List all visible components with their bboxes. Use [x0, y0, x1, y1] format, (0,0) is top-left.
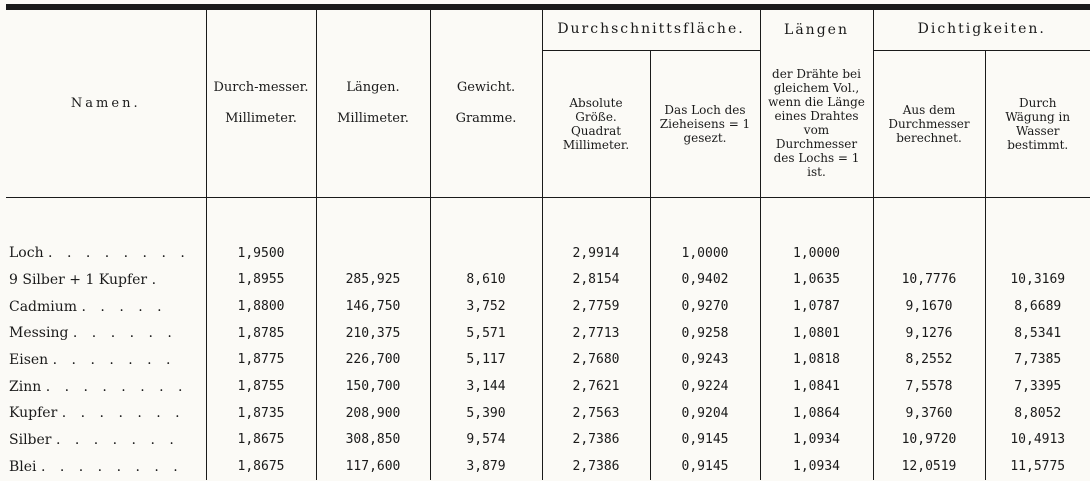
durch-waegung-cell: 8,5341 [985, 320, 1090, 347]
laengen-cell: 226,700 [316, 347, 430, 374]
absolute-groesse-cell: 2,7713 [542, 320, 650, 347]
absolute-groesse-cell: 2,9914 [542, 240, 650, 267]
absolute-groesse-cell: 2,7563 [542, 400, 650, 427]
aus-durchmesser-cell: 9,3760 [873, 400, 985, 427]
row-leader-dots: . . . . . [81, 298, 167, 315]
loch-zieheisen-cell: 0,9270 [650, 293, 760, 320]
table-row [6, 293, 1090, 320]
gewicht-cell: 3,879 [430, 453, 542, 480]
durch-waegung-cell: 7,3395 [985, 373, 1090, 400]
durch-waegung-cell: 11,5775 [985, 453, 1090, 480]
row-name: Blei [9, 458, 37, 475]
absolute-groesse-cell: 2,7386 [542, 427, 650, 454]
loch-zieheisen-cell: 0,9145 [650, 453, 760, 480]
gewicht-cell: 5,390 [430, 400, 542, 427]
header-durchmesser [206, 10, 316, 197]
loch-zieheisen-cell: 0,9145 [650, 427, 760, 454]
laengen-draehte-cell: 1,0841 [760, 373, 873, 400]
laengen-cell: 150,700 [316, 373, 430, 400]
header-laengen-label: Längen. [346, 80, 400, 96]
durch-waegung-cell: 8,6689 [985, 293, 1090, 320]
row-leader-dots: . . . . . . . [61, 405, 185, 422]
header-laengen-draehte: der Drähte bei gleichem Vol., wenn die Länge eines Drahtes vom Durchmesser des Lochs = 1 ist. [760, 50, 873, 197]
laengen-cell: 285,925 [316, 266, 430, 293]
durchmesser-cell: 1,8800 [206, 293, 316, 320]
durch-waegung-cell: 8,8052 [985, 400, 1090, 427]
laengen-cell [316, 240, 430, 267]
header-durch-waegung: Durch Wägung in Wasser bestimmt. [985, 50, 1090, 197]
gewicht-cell: 9,574 [430, 427, 542, 454]
loch-zieheisen-cell: 0,9402 [650, 266, 760, 293]
laengen-cell: 208,900 [316, 400, 430, 427]
laengen-draehte-cell: 1,0801 [760, 320, 873, 347]
row-name-cell [6, 427, 206, 454]
row-leader-dots: . . . . . . [72, 325, 177, 342]
durch-waegung-cell: 7,7385 [985, 347, 1090, 374]
durchmesser-cell: 1,8675 [206, 427, 316, 454]
aus-durchmesser-cell: 10,7776 [873, 266, 985, 293]
aus-durchmesser-cell: 10,9720 [873, 427, 985, 454]
row-leader-dots: . [151, 271, 162, 288]
absolute-groesse-cell: 2,7680 [542, 347, 650, 374]
loch-zieheisen-cell: 1,0000 [650, 240, 760, 267]
gewicht-cell: 3,144 [430, 373, 542, 400]
row-name-cell [6, 373, 206, 400]
row-name: Zinn [9, 378, 42, 395]
laengen-cell: 146,750 [316, 293, 430, 320]
header-gewicht [430, 10, 542, 197]
durchmesser-cell: 1,8735 [206, 400, 316, 427]
table-row [6, 347, 1090, 374]
gewicht-cell [430, 240, 542, 267]
durch-waegung-cell: 10,4913 [985, 427, 1090, 454]
row-name: Loch [9, 245, 44, 262]
laengen-draehte-cell: 1,0864 [760, 400, 873, 427]
header-durchschnittsflaeche: Durchschnittsfläche. [542, 10, 760, 50]
row-name: Eisen [9, 351, 49, 368]
loch-zieheisen-cell: 0,9258 [650, 320, 760, 347]
row-name: Kupfer [9, 405, 58, 422]
table-row [6, 240, 1090, 267]
laengen-draehte-cell: 1,0934 [760, 427, 873, 454]
absolute-groesse-cell: 2,7759 [542, 293, 650, 320]
durch-waegung-cell [985, 240, 1090, 267]
gewicht-cell: 5,117 [430, 347, 542, 374]
row-name-cell [6, 347, 206, 374]
row-leader-dots: . . . . . . . . [40, 458, 183, 475]
header-laengen-unit: Millimeter. [337, 111, 409, 127]
row-leader-dots: . . . . . . . [52, 351, 176, 368]
absolute-groesse-cell: 2,7386 [542, 453, 650, 480]
row-name: Cadmium [9, 298, 78, 315]
aus-durchmesser-cell: 12,0519 [873, 453, 985, 480]
absolute-groesse-cell: 2,8154 [542, 266, 650, 293]
absolute-groesse-cell: 2,7621 [542, 373, 650, 400]
table-row [6, 320, 1090, 347]
aus-durchmesser-cell: 7,5578 [873, 373, 985, 400]
durchmesser-cell: 1,9500 [206, 240, 316, 267]
data-table [6, 10, 1090, 480]
laengen-draehte-cell: 1,0818 [760, 347, 873, 374]
row-name-cell [6, 293, 206, 320]
row-name: Silber [9, 431, 52, 448]
table-row [6, 453, 1090, 480]
row-name-cell [6, 320, 206, 347]
durch-waegung-cell: 10,3169 [985, 266, 1090, 293]
header-namen: Namen. [6, 10, 206, 197]
row-leader-dots: . . . . . . . [55, 431, 179, 448]
header-loch-zieheisen: Das Loch des Zieheisens = 1 gesezt. [650, 50, 760, 197]
row-name-cell [6, 240, 206, 267]
header-gewicht-label: Gewicht. [456, 80, 516, 96]
aus-durchmesser-cell: 9,1670 [873, 293, 985, 320]
loch-zieheisen-cell: 0,9243 [650, 347, 760, 374]
laengen-draehte-cell: 1,0635 [760, 266, 873, 293]
aus-durchmesser-cell: 9,1276 [873, 320, 985, 347]
table-row [6, 400, 1090, 427]
durchmesser-cell: 1,8775 [206, 347, 316, 374]
header-aus-durchmesser: Aus dem Durchmesser berechnet. [873, 50, 985, 197]
table-row [6, 373, 1090, 400]
table-row [6, 266, 1090, 293]
row-name: 9 Silber + 1 Kupfer [9, 271, 148, 288]
loch-zieheisen-cell: 0,9204 [650, 400, 760, 427]
durchmesser-cell: 1,8755 [206, 373, 316, 400]
header-gewicht-unit: Gramme. [455, 111, 517, 127]
header-dichtigkeiten: Dichtigkeiten. [873, 10, 1090, 50]
row-leader-dots: . . . . . . . . [48, 245, 190, 262]
header-absolute-groesse: Absolute Größe. Quadrat Millimeter. [542, 50, 650, 197]
durchmesser-cell: 1,8955 [206, 266, 316, 293]
row-name-cell [6, 453, 206, 480]
aus-durchmesser-cell [873, 240, 985, 267]
header-laengen [316, 10, 430, 197]
gewicht-cell: 5,571 [430, 320, 542, 347]
laengen-cell: 210,375 [316, 320, 430, 347]
gewicht-cell: 3,752 [430, 293, 542, 320]
table-row [6, 427, 1090, 454]
laengen-draehte-cell: 1,0000 [760, 240, 873, 267]
durchmesser-cell: 1,8785 [206, 320, 316, 347]
durchmesser-cell: 1,8675 [206, 453, 316, 480]
laengen-draehte-cell: 1,0787 [760, 293, 873, 320]
gewicht-cell: 8,610 [430, 266, 542, 293]
laengen-draehte-cell: 1,0934 [760, 453, 873, 480]
aus-durchmesser-cell: 8,2552 [873, 347, 985, 374]
row-name-cell [6, 400, 206, 427]
row-name-cell [6, 266, 206, 293]
laengen-cell: 308,850 [316, 427, 430, 454]
laengen-cell: 117,600 [316, 453, 430, 480]
header-durchmesser-label: Durch-messer. [213, 80, 309, 96]
spacer-row [6, 197, 1090, 240]
header-laengen-group: Längen [760, 10, 873, 50]
row-leader-dots: . . . . . . . . [45, 378, 188, 395]
header-durchmesser-unit: Millimeter. [225, 111, 297, 127]
loch-zieheisen-cell: 0,9224 [650, 373, 760, 400]
row-name: Messing [9, 325, 69, 342]
